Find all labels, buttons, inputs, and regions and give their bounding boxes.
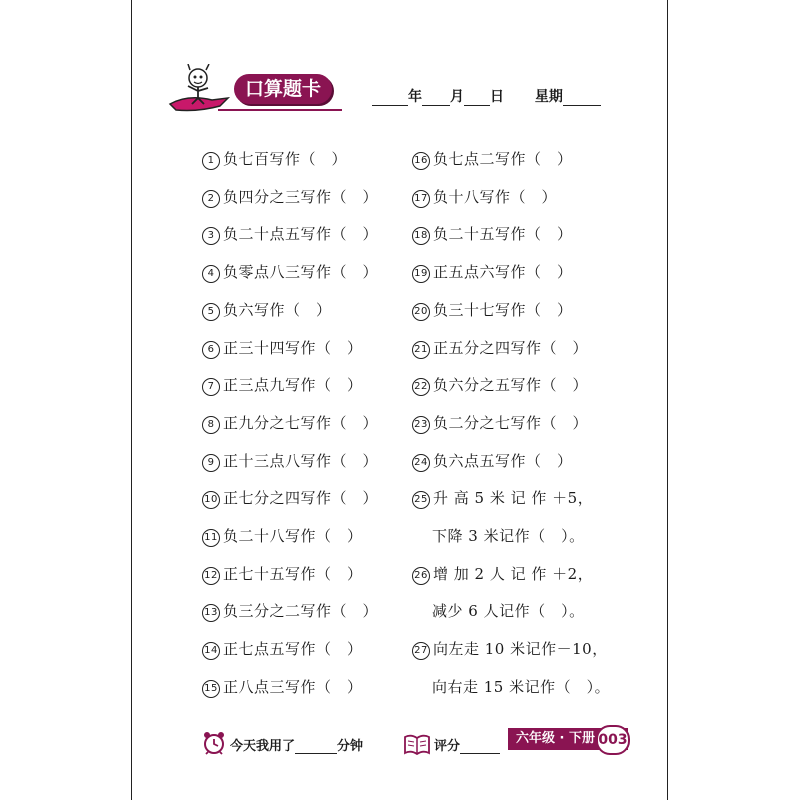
question-text: 负十八写作（ ）: [433, 187, 558, 206]
question-number: 20: [412, 303, 430, 321]
day-blank[interactable]: [464, 89, 490, 106]
question-item: [412, 638, 608, 660]
question-item: [202, 337, 363, 359]
question-item: [202, 600, 378, 622]
question-text: 负三分之二写作（ ）: [223, 602, 379, 621]
question-item: [412, 412, 588, 434]
question-number: 9: [202, 454, 220, 472]
title-underline: [218, 109, 342, 111]
question-number: 27: [412, 642, 430, 660]
question-item: [412, 374, 588, 396]
time-suffix: 分钟: [337, 739, 364, 754]
time-blank[interactable]: [295, 740, 337, 754]
question-item: [412, 261, 573, 283]
question-text: 负零点八三写作（ ）: [223, 263, 379, 282]
question-text: 正七点五写作（ ）: [223, 640, 363, 659]
page-number: 003: [596, 725, 630, 755]
question-item: [202, 299, 332, 321]
question-item: [202, 261, 378, 283]
question-number: 3: [202, 227, 220, 245]
question-item: [202, 450, 378, 472]
question-number: 19: [412, 265, 430, 283]
day-label: 日: [490, 89, 504, 105]
question-text: 向左走 10 米记作－10，: [433, 640, 608, 659]
score-label: 评分: [434, 739, 461, 754]
question-number: 5: [202, 303, 220, 321]
question-number: 7: [202, 378, 220, 396]
question-number: 21: [412, 341, 430, 359]
question-text: 负四分之三写作（ ）: [223, 187, 379, 206]
question-item: [202, 638, 363, 660]
question-number: 10: [202, 491, 220, 509]
alarm-clock-icon: [202, 731, 226, 755]
worksheet-footer: [132, 728, 667, 760]
question-continuation: 下降 3 米记作（ ）。: [432, 527, 585, 545]
question-number: 26: [412, 567, 430, 585]
question-text: 负二十五写作（ ）: [433, 225, 573, 244]
question-text: 正九分之七写作（ ）: [223, 413, 379, 432]
score-blank[interactable]: [460, 740, 500, 754]
book-icon: [404, 733, 430, 755]
question-number: 23: [412, 416, 430, 434]
question-number: 11: [202, 529, 220, 547]
question-item: [202, 676, 363, 698]
question-text: 正五点六写作（ ）: [433, 263, 573, 282]
question-text: 负二分之七写作（ ）: [433, 413, 589, 432]
question-number: 13: [202, 604, 220, 622]
score: [434, 735, 500, 754]
month-blank[interactable]: [422, 89, 450, 106]
question-number: 1: [202, 152, 220, 170]
question-item: [412, 148, 573, 170]
question-number: 25: [412, 491, 430, 509]
year-blank[interactable]: [372, 89, 408, 106]
question-item: [412, 563, 593, 585]
question-text: 正三十四写作（ ）: [223, 338, 363, 357]
question-text: 负六写作（ ）: [223, 300, 332, 319]
question-item: [202, 525, 363, 547]
time-used: [230, 735, 363, 754]
question-number: 18: [412, 227, 430, 245]
question-text: 正五分之四写作（ ）: [433, 338, 589, 357]
question-continuation: 减少 6 人记作（ ）。: [432, 602, 585, 621]
question-text: 正七十五写作（ ）: [223, 564, 363, 583]
question-item: [412, 337, 588, 359]
question-item: [202, 148, 347, 170]
question-item: [412, 223, 573, 245]
question-continuation: 向右走 15 米记作（ ）。: [432, 677, 611, 696]
date-line: [372, 86, 601, 106]
question-number: 2: [202, 190, 220, 208]
question-item: [412, 450, 573, 472]
question-number: 15: [202, 680, 220, 698]
question-text: 负六点五写作（ ）: [433, 451, 573, 470]
worksheet-page: [131, 0, 668, 800]
question-item: [202, 487, 378, 509]
question-text: 升 高 5 米 记 作 ＋5，: [433, 489, 594, 508]
weekday-blank[interactable]: [563, 89, 601, 106]
question-number: 24: [412, 454, 430, 472]
question-item: [202, 563, 363, 585]
question-text: 负三十七写作（ ）: [433, 300, 573, 319]
question-text: 正十三点八写作（ ）: [223, 451, 379, 470]
question-text: 负六分之五写作（ ）: [433, 376, 589, 395]
question-text: 负七点二写作（ ）: [433, 150, 573, 168]
question-number: 6: [202, 341, 220, 359]
question-number: 14: [202, 642, 220, 660]
question-item: [412, 186, 557, 208]
question-text: 正八点三写作（ ）: [223, 677, 363, 696]
question-number: 4: [202, 265, 220, 283]
question-item: [202, 412, 378, 434]
time-prefix: 今天我用了: [230, 739, 296, 754]
question-text: 正七分之四写作（ ）: [223, 489, 379, 508]
question-text: 负二十点五写作（ ）: [223, 225, 379, 244]
question-text: 正三点九写作（ ）: [223, 376, 363, 395]
year-label: 年: [408, 89, 422, 105]
question-item: [202, 374, 363, 396]
question-number: 16: [412, 152, 430, 170]
worksheet-header: [132, 62, 667, 122]
question-item: [412, 487, 593, 509]
question-text: 负七百写作（ ）: [223, 150, 348, 168]
page-title: 口算题卡: [234, 74, 332, 104]
month-label: 月: [450, 89, 464, 105]
question-item: [202, 223, 378, 245]
question-number: 17: [412, 190, 430, 208]
question-text: 负二十八写作（ ）: [223, 527, 363, 545]
question-number: 8: [202, 416, 220, 434]
question-item: [202, 186, 378, 208]
weekday-label: 星期: [534, 89, 563, 105]
question-number: 22: [412, 378, 430, 396]
grade-badge: 六年级 · 下册: [508, 728, 628, 750]
question-item: [412, 299, 573, 321]
question-text: 增 加 2 人 记 作 ＋2，: [433, 564, 594, 583]
question-number: 12: [202, 567, 220, 585]
